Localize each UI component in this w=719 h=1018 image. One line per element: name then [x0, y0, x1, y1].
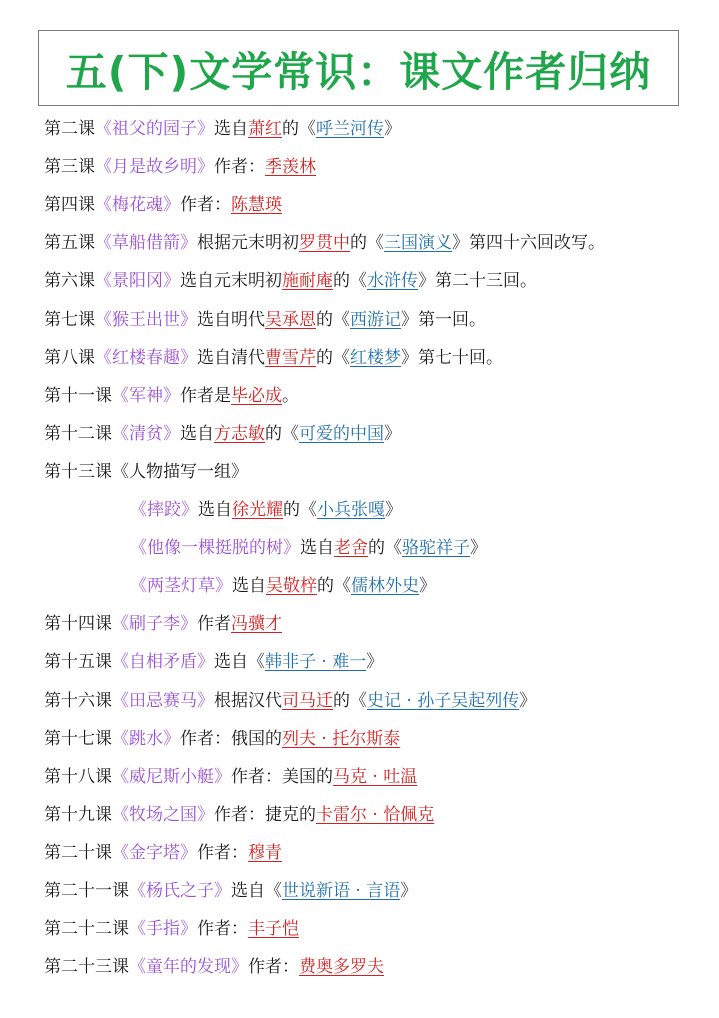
- work-title: 《祖父的园子》: [95, 119, 214, 139]
- line-text: 的《: [316, 347, 350, 368]
- lesson-line: [44, 879, 417, 903]
- work-title: 《月是故乡明》: [95, 157, 214, 178]
- line-text: 根据汉代: [214, 690, 282, 711]
- line-text: 选自: [232, 576, 266, 597]
- author-name: 司马迁: [282, 690, 333, 711]
- lesson-line: [44, 231, 605, 255]
- author-name: 陈慧瑛: [231, 195, 282, 216]
- line-text: 第十六课: [44, 690, 112, 711]
- line-text: 》: [384, 423, 401, 444]
- line-text: 作者：俄国的: [180, 728, 282, 749]
- source-book: 儒林外史: [351, 576, 419, 597]
- lesson-line: [44, 765, 417, 789]
- line-text: 第二十二课: [44, 919, 129, 940]
- line-text: 作者：: [248, 957, 299, 978]
- lesson-line: [44, 803, 434, 827]
- work-title: 《梅花魂》: [95, 195, 180, 216]
- work-title: 《跳水》: [112, 728, 180, 749]
- lesson-line: [130, 574, 436, 598]
- line-text: 选自: [180, 423, 214, 444]
- line-text: 》第七十回。: [401, 347, 503, 368]
- lesson-line: [44, 689, 536, 713]
- author-name: 穆青: [248, 842, 282, 863]
- lesson-line: [44, 117, 401, 141]
- work-title: 《军神》: [112, 385, 180, 406]
- line-text: 作者：: [214, 157, 265, 178]
- line-text: 的《: [368, 538, 402, 559]
- author-name: 吴承恩: [265, 309, 316, 330]
- line-text: 》: [470, 538, 487, 559]
- author-name: 丰子恺: [248, 919, 299, 940]
- line-text: 第五课: [44, 233, 95, 254]
- lesson-line: [44, 841, 282, 865]
- line-text: 的《: [333, 690, 367, 711]
- line-text: 》第一回。: [401, 309, 486, 330]
- lesson-line: [44, 384, 299, 408]
- author-name: 冯骥才: [231, 614, 282, 635]
- line-text: 第七课: [44, 309, 95, 330]
- line-text: 》: [400, 881, 418, 901]
- work-title: 《猴王出世》: [95, 309, 197, 330]
- author-name: 方志敏: [214, 423, 265, 444]
- line-text: 第二十课: [44, 842, 112, 863]
- line-text: 的《: [317, 576, 351, 597]
- line-text: 作者：: [197, 842, 248, 863]
- lesson-line: [44, 612, 282, 636]
- line-text: 的《: [333, 271, 367, 292]
- lesson-line: [44, 955, 384, 979]
- line-text: 第十四课: [44, 614, 112, 635]
- source-book: 小兵张嘎: [317, 500, 385, 520]
- line-text: 作者：美国的: [231, 766, 333, 787]
- source-book: 韩非子 · 难一: [265, 652, 367, 673]
- line-text: 的《: [350, 233, 384, 254]
- author-name: 马克 · 吐温: [333, 766, 418, 787]
- line-text: 选自: [300, 538, 334, 559]
- lesson-line: [130, 536, 487, 560]
- source-book: 水浒传: [367, 271, 418, 292]
- author-name: 萧红: [248, 119, 282, 139]
- line-text: 选自清代: [197, 347, 265, 368]
- line-text: 第十七课: [44, 728, 112, 749]
- line-text: 的《: [282, 119, 316, 139]
- work-title: 《清贫》: [112, 423, 180, 444]
- line-text: 作者：: [180, 195, 231, 216]
- source-book: 红楼梦: [350, 347, 401, 368]
- line-text: 》第二十三回。: [418, 271, 537, 292]
- work-title: 《两茎灯草》: [130, 576, 232, 597]
- line-text: 》: [519, 690, 537, 711]
- line-text: 选自《: [214, 652, 265, 673]
- line-text: 》: [419, 576, 436, 597]
- line-text: 作者: [197, 614, 231, 635]
- source-book: 世说新语 · 言语: [282, 881, 401, 901]
- author-name: 罗贯中: [299, 233, 350, 254]
- work-title: 《草船借箭》: [95, 233, 197, 254]
- lesson-line: [44, 422, 401, 446]
- author-name: 季羡林: [265, 157, 316, 178]
- line-text: 根据元末明初: [197, 233, 299, 254]
- lesson-line: [44, 155, 316, 179]
- lesson-line: [44, 346, 503, 370]
- line-text: 作者：: [197, 919, 248, 940]
- work-title: 《威尼斯小艇》: [112, 766, 231, 787]
- author-name: 卡雷尔 · 恰佩克: [316, 804, 435, 825]
- work-title: 《摔跤》: [130, 500, 198, 520]
- line-text: 的《: [283, 500, 317, 520]
- line-text: 第十一课: [44, 385, 112, 406]
- line-text: 的《: [265, 423, 299, 444]
- line-text: 选自《: [231, 881, 282, 901]
- lesson-line: [44, 460, 248, 484]
- work-title: 《杨氏之子》: [129, 881, 231, 901]
- lesson-line: [44, 650, 383, 674]
- line-text: 作者：捷克的: [214, 804, 316, 825]
- work-title: 《田忌赛马》: [112, 690, 214, 711]
- source-book: 三国演义: [384, 233, 452, 254]
- page-title: 五(下)文学常识：课文作者归纳: [65, 47, 652, 96]
- work-title: 《金字塔》: [112, 842, 197, 863]
- work-title: 《手指》: [129, 919, 197, 940]
- source-book: 史记 · 孙子吴起列传: [367, 690, 520, 711]
- line-text: 第十三课《人物描写一组》: [44, 461, 248, 482]
- lesson-line: [44, 308, 486, 332]
- line-text: 选自元末明初: [180, 271, 282, 292]
- line-text: 选自: [198, 500, 232, 520]
- lesson-line: [44, 269, 537, 293]
- author-name: 吴敬梓: [266, 576, 317, 597]
- source-book: 呼兰河传: [316, 119, 384, 139]
- line-text: 第三课: [44, 157, 95, 178]
- line-text: 第二十三课: [44, 957, 129, 978]
- author-name: 施耐庵: [282, 271, 333, 292]
- work-title: 《童年的发现》: [129, 957, 248, 978]
- author-name: 列夫 · 托尔斯泰: [282, 728, 401, 749]
- line-text: 第四课: [44, 195, 95, 216]
- source-book: 骆驼祥子: [402, 538, 470, 559]
- line-text: 》: [385, 500, 402, 520]
- line-text: 第十二课: [44, 423, 112, 444]
- work-title: 《景阳冈》: [95, 271, 180, 292]
- line-text: 第八课: [44, 347, 95, 368]
- work-title: 《牧场之国》: [112, 804, 214, 825]
- author-name: 费奥多罗夫: [299, 957, 384, 978]
- line-text: 第十八课: [44, 766, 112, 787]
- work-title: 《自相矛盾》: [112, 652, 214, 673]
- lesson-line: [44, 917, 299, 941]
- line-text: 第二十一课: [44, 881, 129, 901]
- title-box: [38, 30, 679, 106]
- author-name: 曹雪芹: [265, 347, 316, 368]
- line-text: 第十五课: [44, 652, 112, 673]
- work-title: 《红楼春趣》: [95, 347, 197, 368]
- work-title: 《刷子李》: [112, 614, 197, 635]
- lesson-line: [130, 498, 402, 522]
- author-name: 毕必成: [231, 385, 282, 406]
- line-text: 作者是: [180, 385, 231, 406]
- line-text: 第十九课: [44, 804, 112, 825]
- line-text: 》第四十六回改写。: [452, 233, 605, 254]
- line-text: 的《: [316, 309, 350, 330]
- lesson-line: [44, 193, 282, 217]
- line-text: 第二课: [44, 119, 95, 139]
- lesson-line: [44, 727, 400, 751]
- author-name: 徐光耀: [232, 500, 283, 520]
- line-text: 》: [384, 119, 401, 139]
- source-book: 可爱的中国: [299, 423, 384, 444]
- work-title: 《他像一棵挺脱的树》: [130, 538, 300, 559]
- source-book: 西游记: [350, 309, 401, 330]
- line-text: 选自: [214, 119, 248, 139]
- author-name: 老舍: [334, 538, 368, 559]
- line-text: 。: [282, 385, 299, 406]
- line-text: 选自明代: [197, 309, 265, 330]
- line-text: 》: [366, 652, 384, 673]
- line-text: 第六课: [44, 271, 95, 292]
